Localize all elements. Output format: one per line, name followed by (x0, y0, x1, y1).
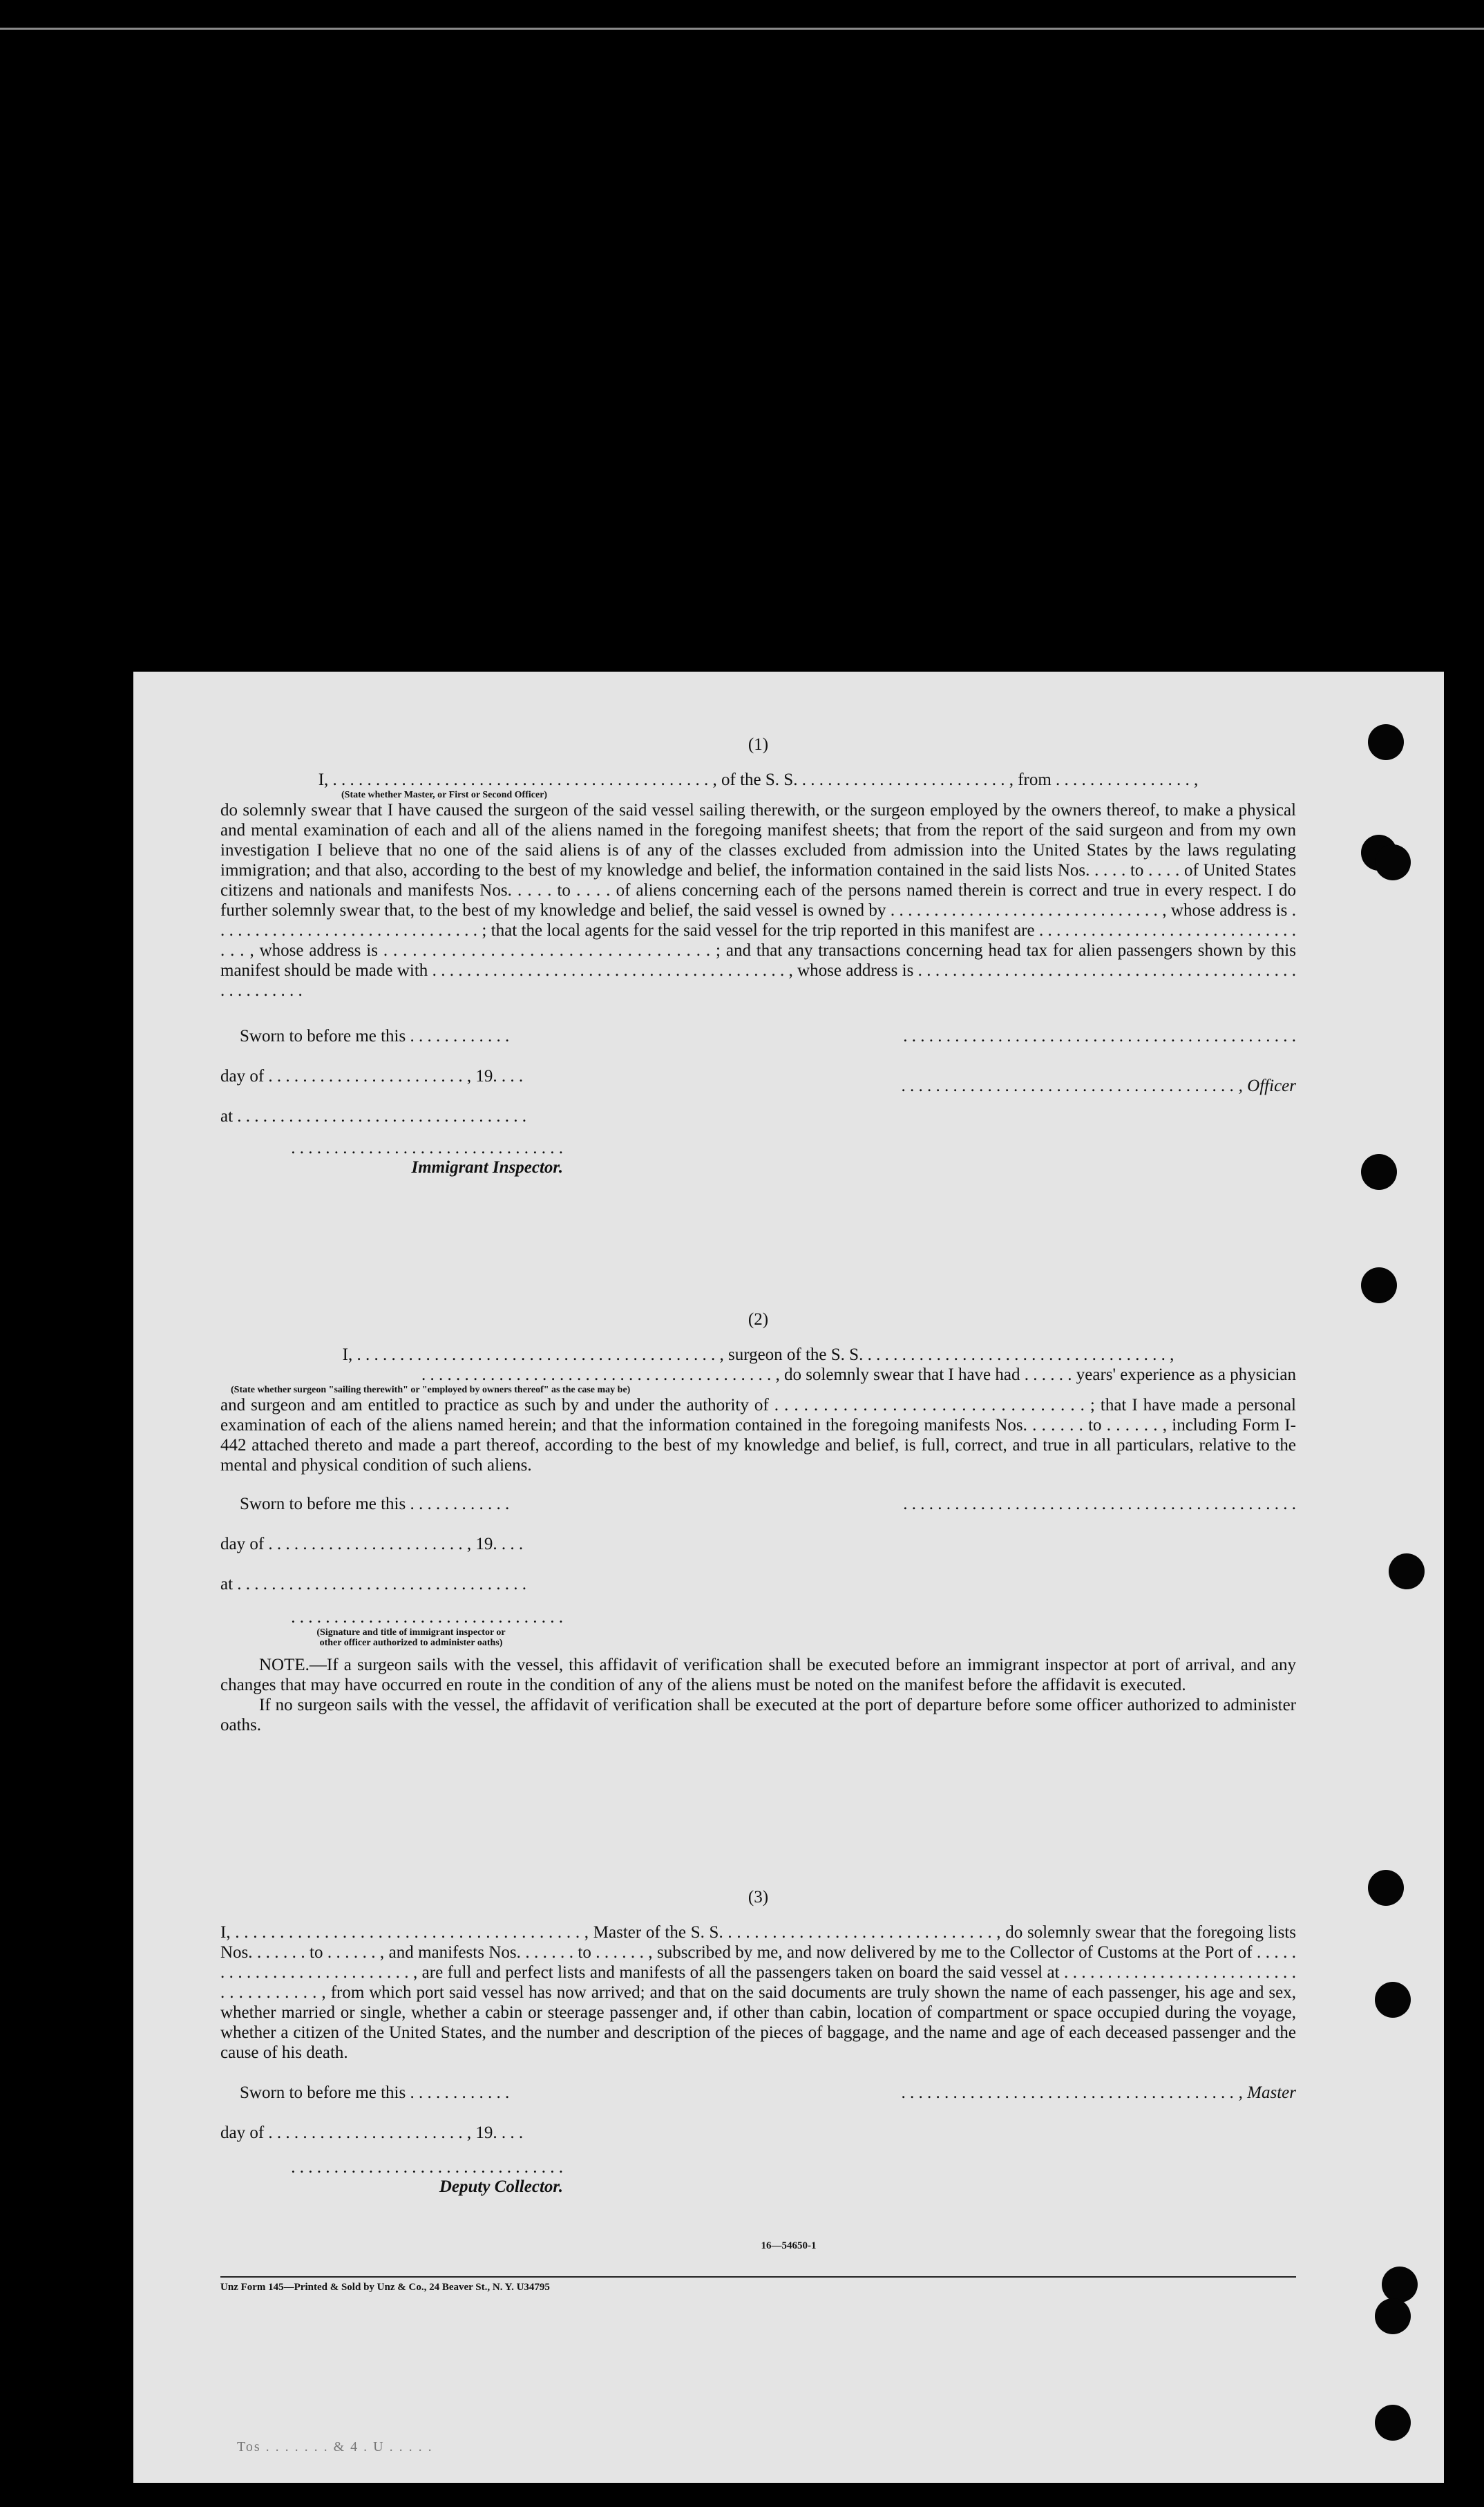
note-paragraph: NOTE.—If a surgeon sails with the vessel, this affidavit of verification shall be executed before an immigrant inspector at port of arrival, and any changes that may have occurred en route in the condition of any of the aliens must be noted on the manifest before the affidavit is executed. (220, 1656, 1296, 1694)
master-oath-body: do solemnly swear that I have caused the surgeon of the said vessel sailing therewith, or the surgeon employed by the owners thereof, to make a physical and mental examination of each and all of the aliens named in the foregoing manifest sheets; that from the report of the said surgeon and from my own investigation I believe that no one of the said aliens is of any of the classes excluded from admission into the United States by the laws regulating immigration; and that also, according to the best of my knowledge and belief, the information contained in the said lists Nos. . . . . to . . . . of United States citizens and nationals and manifests Nos. . . . . to . . . . of aliens concerning each of the persons named therein is correct and true in every respect. I do further solemnly swear that, to the best of my knowledge and belief, the said vessel is owned by . . . . . . . . . . . . . . . . . . . . . . . . . . . . . . . , whose address is . . . . . . . . . . . . . . . . . . . . . . . . . . . . . . . ; that the local agents for the said vessel for the trip reported in this manifest are . . . . . . . . . . . . . . . . . . . . . . . . . . . . . . . . . , whose address is . . . . . . . . . . . . . . . . . . . . . . . . . . . . . . . . . . ; and that any transactions concerning head tax for alien passengers shown by this manifest should be made with . . . . . . . . . . . . . . . . . . . . . . . . . . . . . . . . . . . . . . . . . , whose address is . . . . . . . . . . . . . . . . . . . . . . . . . . . . . . . . . . . . . . . . . . . . . . . . . . . . . . (220, 801, 1296, 1000)
printer-imprint: Unz Form 145—Printed & Sold by Unz & Co., 24 Beaver St., N. Y. U34795 (220, 2282, 550, 2293)
officer-note: (State whether Master, or First or Second Officer) (341, 790, 548, 800)
form-number: 16—54650-1 (761, 2240, 817, 2251)
sworn-line: Sworn to before me this . . . . . . . . . . . . (240, 2083, 510, 2102)
punch-hole (1375, 1982, 1411, 2018)
punch-hole (1361, 1154, 1397, 1190)
note-paragraph: If no surgeon sails with the vessel, the affidavit of verification shall be executed at the port of departure before some officer authorized to administer oaths. (220, 1696, 1296, 1734)
punch-hole (1389, 1553, 1425, 1589)
punch-hole (1361, 1267, 1397, 1303)
inspector-title: Immigrant Inspector. (411, 1158, 563, 1177)
day-line: day of . . . . . . . . . . . . . . . . . . . . . . . , 19. . . . (220, 1067, 524, 1086)
day-line: day of . . . . . . . . . . . . . . . . . . . . . . . , 19. . . . (220, 1535, 524, 1553)
surgeon-oath-line: I, . . . . . . . . . . . . . . . . . . . . . . . . . . . . . . . . . . . . . . . . . . , surgeon of the S. S. . . . . . . . . . . . . . . . . . . . . . . . . . . . . . . . . . . . , (342, 1345, 1174, 1364)
punch-hole (1375, 2405, 1411, 2441)
collector-title: Deputy Collector. (439, 2177, 563, 2196)
punch-hole (1368, 724, 1404, 760)
signature-line: . . . . . . . . . . . . . . . . . . . . . . . . . . . . . . . . . . . . . . . . . . . . . . (903, 1495, 1296, 1513)
sworn-line: Sworn to before me this . . . . . . . . . . . . (240, 1495, 510, 1513)
affidavit-master-section (220, 735, 1296, 1177)
sworn-line: Sworn to before me this . . . . . . . . . . . . (240, 1027, 510, 1046)
master-signature-line: . . . . . . . . . . . . . . . . . . . . . . . . . . . . . . . . . . . . . . . , Master (902, 2083, 1296, 2102)
section-number: (3) (748, 1888, 769, 1907)
day-line: day of . . . . . . . . . . . . . . . . . . . . . . . , 19. . . . (220, 2123, 524, 2142)
master-delivery-body: I, . . . . . . . . . . . . . . . . . . . . . . . . . . . . . . . . . . . . . . . , Master of the S. S. . . . . . . . . . . . . . . . . . . . . . . . . . . . . . . , do solemnly swear that the foregoing lists Nos. . . . . . . to . . . . . . , and manifests Nos. . . . . . . to . . . . . . , subscribed by me, and now delivered by me to the Collector of Customs at the Port of . . . . . . . . . . . . . . . . . . . . . . . . . . . , are full and perfect lists and manifests of all the passengers taken on board the said vessel at . . . . . . . . . . . . . . . . . . . . . . . . . . . . . . . . . . . . . . , from which port said vessel has now arrived; and that on the said documents are truly shown the name of each passenger, his age and sex, whether married or single, whether a cabin or steerage passenger and, if other than cabin, location of compartment or space occupied during the voyage, whether a citizen of the United States, and the number and description of the pieces of baggage, and the name and age of each deceased passenger and the cause of his death. (220, 1923, 1296, 2062)
surgeon-oath-body: and surgeon and am entitled to practice as such by and under the authority of . . . . . . . . . . . . . . . . . . . . . . . . . . . . . . . . ; that I have made a personal examination of each of the aliens named herein; and that the information contained in the foregoing manifests Nos. . . . . . . to . . . . . . , including Form I-442 attached thereto and made a part thereof, according to the best of my knowledge and belief, is full, correct, and true in all particulars, relative to the mental and physical condition of such aliens. (220, 1396, 1296, 1475)
film-border-line (0, 28, 1484, 30)
affidavit-surgeon-section (220, 1310, 1296, 1735)
signature-line: . . . . . . . . . . . . . . . . . . . . . . . . . . . . . . . . . . . . . . . . . . . . . . (903, 1027, 1296, 1046)
punch-hole (1382, 2267, 1418, 2302)
footer-divider (220, 2276, 1296, 2278)
manifest-affidavit-sheet (133, 672, 1444, 2483)
punch-hole (1375, 2298, 1411, 2334)
punch-hole (1368, 1870, 1404, 1906)
collector-signature-line: . . . . . . . . . . . . . . . . . . . . . . . . . . . . . . . . (291, 2158, 563, 2177)
authorized-officer-signature-line: . . . . . . . . . . . . . . . . . . . . . . . . . . . . . . . . (291, 1608, 563, 1627)
at-line: at . . . . . . . . . . . . . . . . . . . . . . . . . . . . . . . . . . (220, 1575, 527, 1593)
signature-note: other officer authorized to administer oaths) (319, 1638, 503, 1648)
surgeon-experience-line: . . . . . . . . . . . . . . . . . . . . . . . . . . . . . . . . . . . . . . . . . , do solemnly swear that I have had . . . . . . years' experience as a physician (421, 1365, 1296, 1384)
signature-note: (Signature and title of immigrant inspector or (316, 1627, 506, 1638)
punch-hole (1375, 844, 1411, 880)
officer-line: . . . . . . . . . . . . . . . . . . . . . . . . . . . . . . . . . . . . . . . , Officer (902, 1077, 1296, 1095)
section-number: (2) (748, 1310, 769, 1329)
surgeon-note: (State whether surgeon "sailing therewith" or "employed by owners thereof" as the case may be) (231, 1385, 631, 1395)
master-oath-line: I, . . . . . . . . . . . . . . . . . . . . . . . . . . . . . . . . . . . . . . . . . . . . , of the S. S. . . . . . . . . . . . . . . . . . . . . . . . . , from . . . . . . . . . . . . . . . . , (318, 770, 1199, 789)
bleed-through-text: Tos . . . . . . . & 4 . U . . . . . (237, 2439, 433, 2454)
affidavit-master-delivery-section (220, 1888, 1296, 2197)
at-line: at . . . . . . . . . . . . . . . . . . . . . . . . . . . . . . . . . . (220, 1107, 527, 1126)
section-number: (1) (748, 735, 769, 754)
inspector-signature-line: . . . . . . . . . . . . . . . . . . . . . . . . . . . . . . . . (291, 1139, 563, 1157)
